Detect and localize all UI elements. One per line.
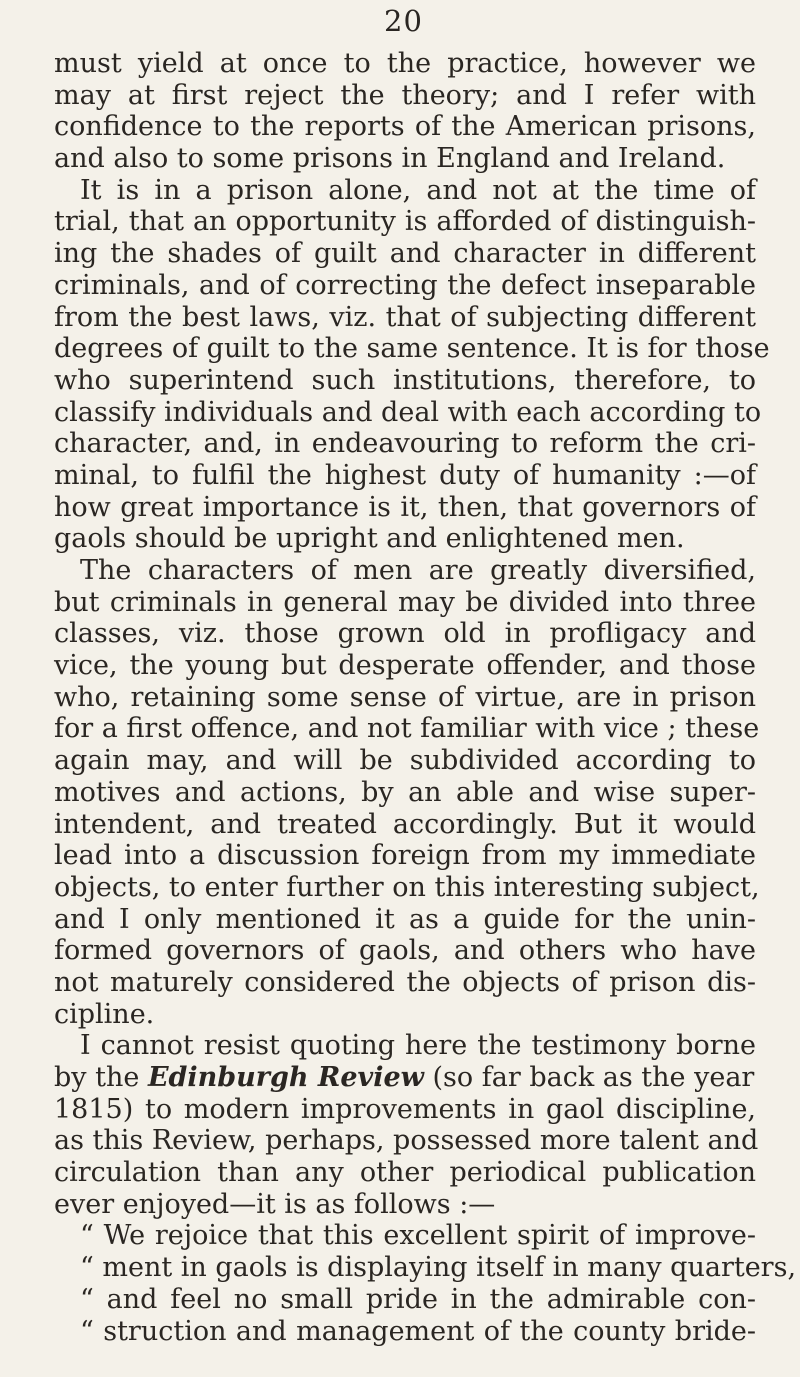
text-line: ing the shades of guilt and character in different bbox=[54, 238, 756, 270]
text-line: and I only mentioned it as a guide for the unin- bbox=[54, 903, 756, 935]
text-line: may at first reject the theory; and I refer with bbox=[54, 79, 756, 111]
text-line: how great importance is it, then, that governors of bbox=[54, 491, 756, 523]
quote-line: “ and feel no small pride in the admirable con- bbox=[80, 1283, 756, 1315]
text-line: I cannot resist quoting here the testimony borne bbox=[80, 1030, 756, 1062]
body-text bbox=[54, 48, 797, 1347]
journal-title: Edinburgh Review bbox=[147, 1062, 424, 1093]
text-line: cipline. bbox=[54, 998, 155, 1030]
text-line: classes, viz. those grown old in profligacy and bbox=[54, 618, 756, 650]
text-line: The characters of men are greatly diversified, bbox=[80, 555, 756, 586]
text-line: who, retaining some sense of virtue, are in prison bbox=[54, 681, 756, 713]
text-line: motives and actions, by an able and wise super- bbox=[54, 776, 756, 808]
text-line: but criminals in general may be divided into three bbox=[54, 586, 756, 618]
text-line: as this Review, perhaps, possessed more talent and bbox=[54, 1125, 759, 1157]
text-run: by the bbox=[54, 1062, 140, 1093]
page-number: 20 bbox=[384, 4, 423, 38]
text-line: must yield at once to the practice, however we bbox=[54, 48, 756, 79]
text-line: criminals, and of correcting the defect inseparable bbox=[54, 269, 756, 301]
text-line: minal, to fulfil the highest duty of humanity :—of bbox=[54, 459, 756, 491]
text-line: not maturely considered the objects of prison dis- bbox=[54, 966, 756, 998]
text-line bbox=[54, 1062, 756, 1094]
text-line: and also to some prisons in England and Ireland. bbox=[54, 143, 726, 175]
text-line: character, and, in endeavouring to reform the cri- bbox=[54, 428, 756, 460]
text-line: confidence to the reports of the American prisons, bbox=[54, 111, 756, 143]
text-line: classify individuals and deal with each according to bbox=[54, 396, 762, 428]
text-line: trial, that an opportunity is afforded of distinguish- bbox=[54, 206, 756, 238]
text-line: It is in a prison alone, and not at the time of bbox=[80, 174, 756, 206]
text-line: again may, and will be subdivided according to bbox=[54, 745, 756, 777]
text-line: vice, the young but desperate offender, and those bbox=[54, 650, 756, 682]
text-line: from the best laws, viz. that of subjecting different bbox=[54, 301, 756, 333]
text-line: circulation than any other periodical publication bbox=[54, 1157, 756, 1189]
text-run: (so far back as the year bbox=[432, 1062, 755, 1093]
text-line: formed governors of gaols, and others who have bbox=[54, 935, 756, 967]
text-line: ever enjoyed—it is as follows :— bbox=[54, 1188, 496, 1220]
text-line: degrees of guilt to the same sentence. It is for those bbox=[54, 333, 770, 365]
quote-line: “ ment in gaols is displaying itself in many quarters, bbox=[80, 1252, 797, 1284]
text-line: who superintend such institutions, therefore, to bbox=[54, 364, 756, 396]
text-line: gaols should be upright and enlightened men. bbox=[54, 523, 685, 555]
text-line: 1815) to modern improvements in gaol discipline, bbox=[54, 1093, 756, 1125]
text-line: lead into a discussion foreign from my immediate bbox=[54, 840, 756, 872]
text-line: intendent, and treated accordingly. But it would bbox=[54, 808, 756, 840]
text-line: objects, to enter further on this interesting subject, bbox=[54, 871, 760, 903]
text-line: for a first offence, and not familiar with vice ; these bbox=[54, 713, 760, 745]
quote-line: “ struction and management of the county bride- bbox=[80, 1315, 756, 1347]
quote-line: “ We rejoice that this excellent spirit of improve- bbox=[80, 1220, 756, 1252]
